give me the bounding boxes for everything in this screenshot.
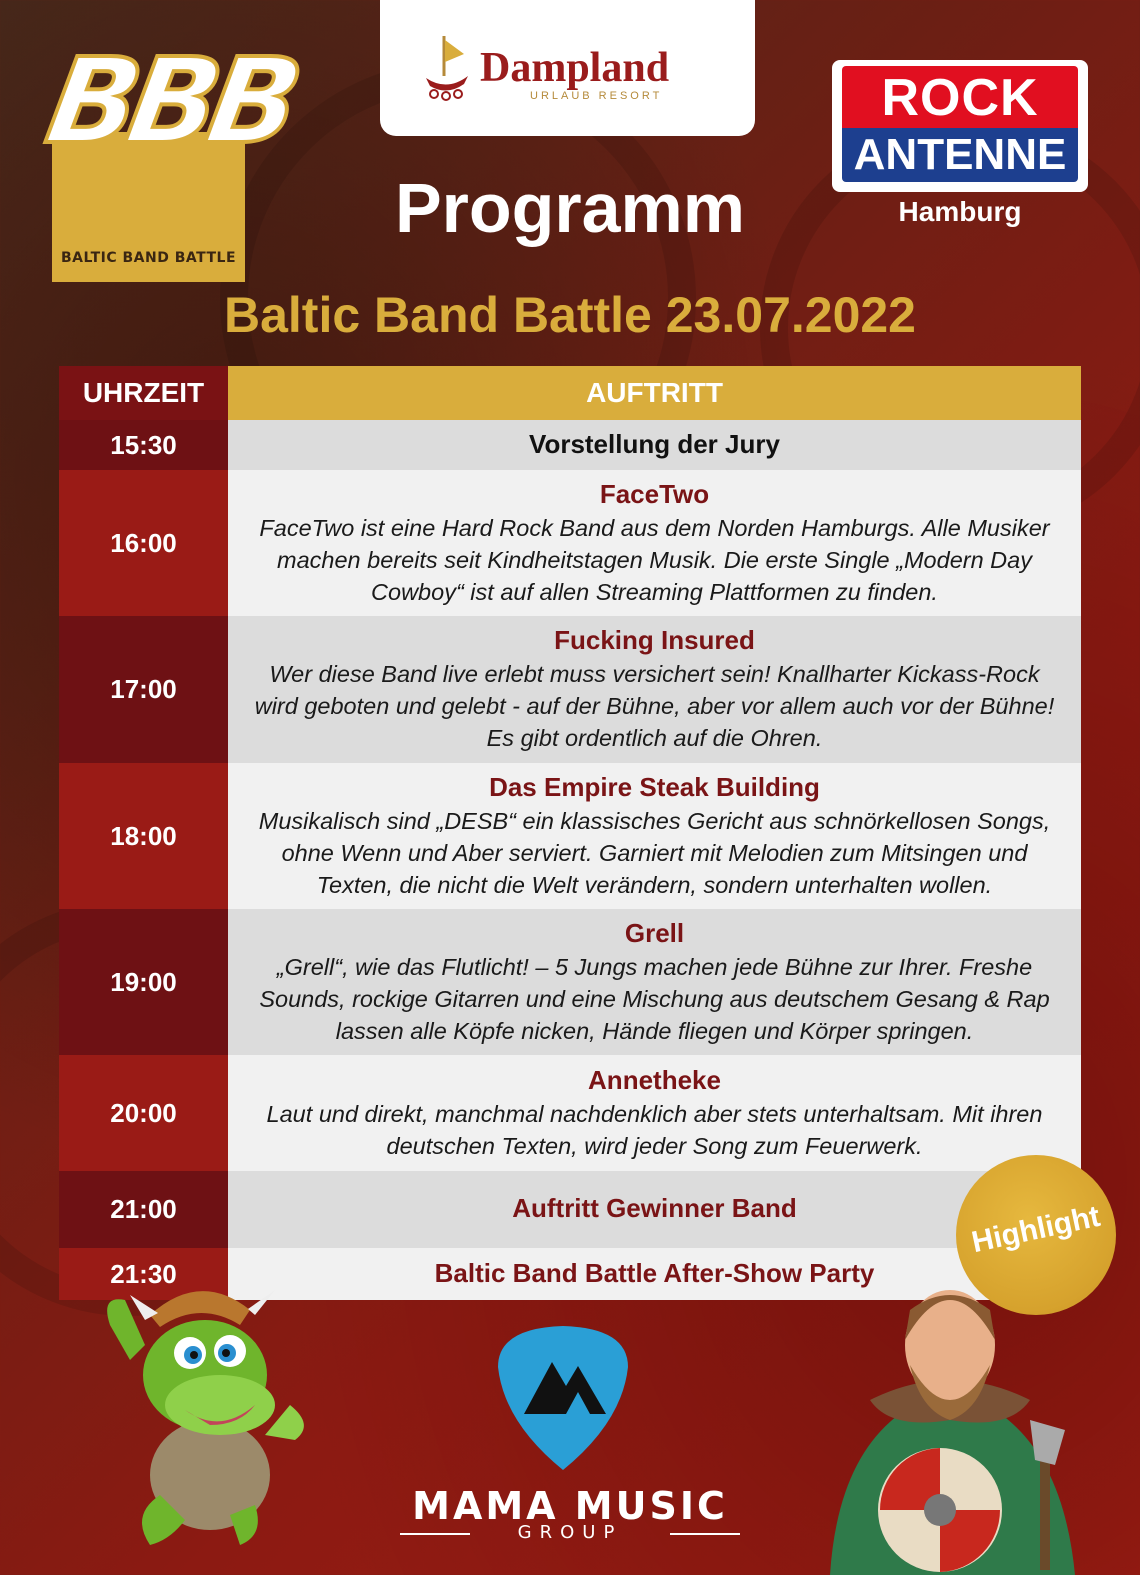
- header-time: UHRZEIT: [59, 366, 228, 420]
- row-time: 15:30: [59, 420, 228, 470]
- table-header-row: [59, 366, 1081, 420]
- page-title: Programm: [394, 169, 746, 247]
- row-band: Grell: [624, 917, 685, 948]
- row-band: Das Empire Steak Building: [489, 771, 820, 802]
- rock-word: ROCK: [881, 69, 1039, 127]
- row-act: [228, 1171, 1081, 1248]
- schedule-table: [59, 366, 1081, 1300]
- dampland-ship-icon: [422, 32, 472, 102]
- mama-music-name: MAMA MUSIC: [412, 1484, 728, 1528]
- row-band: Fucking Insured: [554, 625, 755, 655]
- row-description: Wer diese Band live erlebt muss versichert sein! Knallharter Kickass-Rock wird geboten und gelebt - auf der Bühne, aber vor allem auch vor der Bühne! Es gibt ordentlich auf die Ohren.: [254, 661, 1055, 751]
- row-band: Baltic Band Battle After-Show Party: [434, 1257, 875, 1288]
- event-subtitle: Baltic Band Battle 23.07.2022: [224, 287, 916, 343]
- row-act: [228, 763, 1081, 909]
- row-time: 21:30: [59, 1248, 228, 1300]
- highlight-label: Highlight: [968, 1199, 1103, 1260]
- bbb-logo-letters: BBB: [37, 32, 302, 170]
- mama-pick-icon: [494, 1322, 632, 1472]
- dampland-subtitle: URLAUB RESORT: [530, 90, 663, 102]
- row-description: „Grell“, wie das Flutlicht! – 5 Jungs machen jede Bühne zur Ihrer. Freshe Sounds, rockige Gitarren und eine Mischung aus deutschem Gesang & Rap lassen alle Köpfe nicken, Hände fliegen und Körper springen.: [259, 953, 1050, 1044]
- row-act: [228, 909, 1081, 1055]
- row-band: FaceTwo: [599, 478, 710, 509]
- rock-antenne-top: [842, 66, 1078, 128]
- row-time: 20:00: [59, 1055, 228, 1171]
- row-act: [228, 616, 1081, 763]
- header-act: AUFTRITT: [228, 366, 1081, 420]
- row-band: Annetheke: [588, 1064, 721, 1095]
- dampland-name: Dampland: [480, 45, 670, 91]
- row-time: 16:00: [59, 470, 228, 616]
- mama-music-group: GROUP: [517, 1522, 623, 1543]
- row-act: [228, 420, 1081, 470]
- row-time: 21:00: [59, 1171, 228, 1248]
- table-row: [59, 470, 1081, 616]
- row-time: 18:00: [59, 763, 228, 909]
- viking-mascot: [810, 1270, 1090, 1575]
- row-act: [228, 1055, 1081, 1171]
- row-band: Auftritt Gewinner Band: [512, 1193, 797, 1223]
- row-time: 17:00: [59, 616, 228, 763]
- rock-antenne-city: Hamburg: [898, 196, 1022, 227]
- table-row: [59, 420, 1081, 470]
- dampland-logo: [380, 0, 755, 136]
- table-row: [59, 1171, 1081, 1248]
- row-band: Vorstellung der Jury: [529, 428, 780, 459]
- table-row: [59, 763, 1081, 909]
- table-row: [59, 909, 1081, 1055]
- row-act: [228, 470, 1081, 616]
- row-description: Musikalisch sind „DESB“ ein klassisches Gericht aus schnörkellosen Songs, ohne Wenn und Aber serviert. Garniert mit Melodien zum Mitsingen und Texten, die nicht die Welt verändern, sondern unterhalten wollen.: [258, 807, 1051, 898]
- bbb-logo-subtitle: BALTIC BAND BATTLE: [60, 250, 237, 266]
- table-row: [59, 1055, 1081, 1171]
- antenne-word: ANTENNE: [853, 130, 1067, 179]
- row-description: FaceTwo ist eine Hard Rock Band aus dem Norden Hamburgs. Alle Musiker machen bereits seit Kindheitstagen Musik. Die erste Single „Modern Day Cowboy“ ist auf allen Streaming Plattformen zu finden.: [259, 514, 1050, 605]
- row-time: 19:00: [59, 909, 228, 1055]
- table-row: [59, 616, 1081, 763]
- row-description: Laut und direkt, manchmal nachdenklich aber stets unterhaltsam. Mit ihren deutschen Texten, wird jeder Song zum Feuerwerk.: [266, 1100, 1043, 1159]
